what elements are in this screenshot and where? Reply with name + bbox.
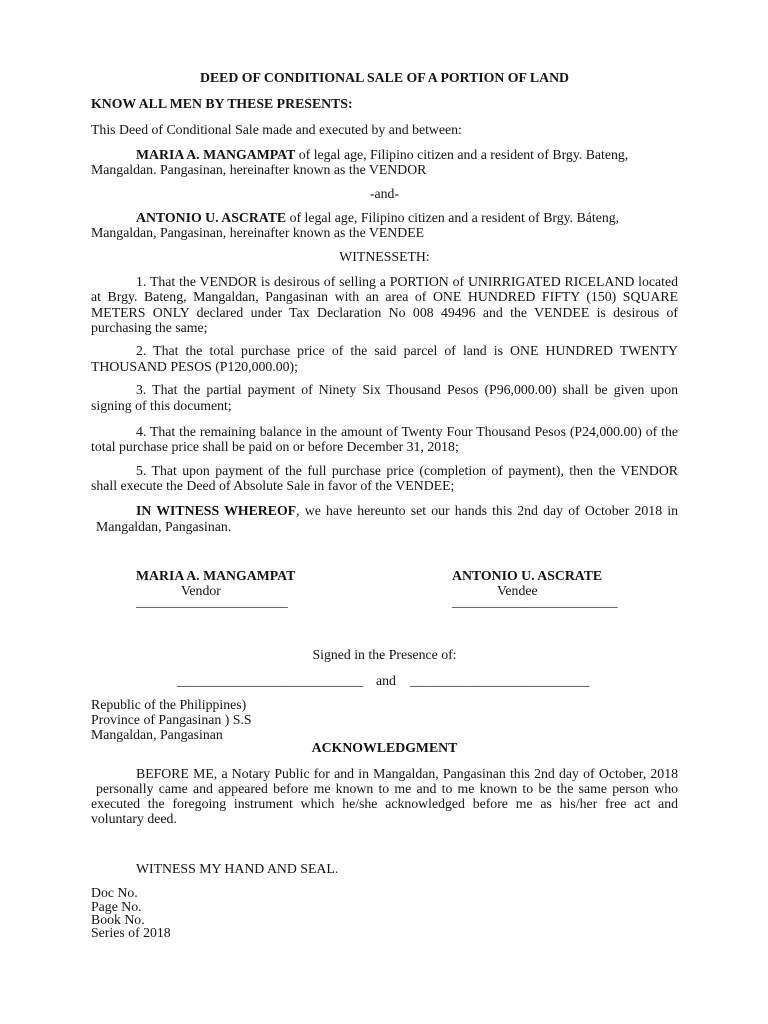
testimonium-line-1 xyxy=(136,503,678,519)
acknowledgment-line-3: executed the foregoing instrument which he/she acknowledged before me as his/her free act and xyxy=(91,796,678,811)
clause-1-line-2: at Brgy. Bateng, Mangaldan, Pangasinan with an area of ONE HUNDRED FIFTY (150) SQUARE xyxy=(91,289,678,304)
testimonium-text: , we have hereunto set our hands this 2nd day of October 2018 in xyxy=(296,503,679,518)
presence-label: Signed in the Presence of: xyxy=(312,647,457,662)
venue-municipality: Mangaldan, Pangasinan xyxy=(91,727,223,742)
vendor-signature-name: MARIA A. MANGAMPAT xyxy=(136,568,296,583)
clause-3-line-1: 3. That the partial payment of Ninety Six Thousand Pesos (P96,000.00) shall be given upon xyxy=(136,382,678,397)
testimonium-lead: IN WITNESS WHEREOF xyxy=(136,503,297,518)
clause-5-line-1: 5. That upon payment of the full purchase price (completion of payment), then the VENDOR xyxy=(136,463,678,478)
vendee-signature-line: ________________________ xyxy=(452,594,618,609)
venue-province: Province of Pangasinan ) S.S xyxy=(91,712,252,727)
clause-2-line-1: 2. That the total purchase price of the said parcel of land is ONE HUNDRED TWENTY xyxy=(136,343,678,358)
vendor-paragraph-line-1 xyxy=(136,147,678,163)
register-book-no: Book No. xyxy=(91,912,145,927)
clause-4-line-1: 4. That the remaining balance in the amount of Twenty Four Thousand Pesos (P24,000.00) of the xyxy=(136,424,678,439)
vendee-description: of legal age, Filipino citizen and a resident of Brgy. Báteng, xyxy=(289,210,620,225)
witnesseth-heading: WITNESSETH: xyxy=(339,249,430,264)
acknowledgment-heading: ACKNOWLEDGMENT xyxy=(311,740,458,755)
vendee-signature-role: Vendee xyxy=(497,583,538,598)
witness-joiner: and xyxy=(376,673,396,688)
document-title: DEED OF CONDITIONAL SALE OF A PORTION OF LAND xyxy=(199,70,569,85)
witness-signature-line-1: ___________________________ xyxy=(177,673,364,688)
clause-4-line-2: total purchase price shall be paid on or before December 31, 2018; xyxy=(91,439,459,454)
vendee-paragraph-line-1 xyxy=(136,210,678,226)
register-page-no: Page No. xyxy=(91,899,142,914)
vendor-paragraph-line-2: Mangaldan. Pangasinan, hereinafter known as the VENDOR xyxy=(91,162,427,177)
acknowledgment-line-1: BEFORE ME, a Notary Public for and in Mangaldan, Pangasinan this 2nd day of October, 2018 xyxy=(136,766,678,781)
clause-3-line-2: signing of this document; xyxy=(91,398,232,413)
testimonium-line-2: Mangaldan, Pangasinan. xyxy=(96,519,232,534)
party-separator: -and- xyxy=(369,186,400,201)
vendee-signature-name: ANTONIO U. ASCRATE xyxy=(452,568,603,583)
venue-country: Republic of the Philippines) xyxy=(91,697,247,712)
acknowledgment-line-2: personally came and appeared before me known to me and to me known to be the same person who xyxy=(96,781,678,796)
preamble-heading: KNOW ALL MEN BY THESE PRESENTS: xyxy=(91,96,353,111)
vendor-name: MARIA A. MANGAMPAT xyxy=(136,147,296,162)
vendor-description: of legal age, Filipino citizen and a resident of Brgy. Bateng, xyxy=(298,147,629,162)
vendee-name: ANTONIO U. ASCRATE xyxy=(136,210,287,225)
register-doc-no: Doc No. xyxy=(91,885,138,900)
witness-signature-line-2: __________________________ xyxy=(410,673,590,688)
register-series: Series of 2018 xyxy=(91,925,171,940)
clause-1-line-4: purchasing the same; xyxy=(91,320,208,335)
attestation-line: WITNESS MY HAND AND SEAL. xyxy=(136,861,339,876)
vendor-signature-line: ______________________ xyxy=(136,594,288,609)
clause-1-line-1: 1. That the VENDOR is desirous of selling a PORTION of UNIRRIGATED RICELAND located xyxy=(136,274,678,289)
clause-5-line-2: shall execute the Deed of Absolute Sale in favor of the VENDEE; xyxy=(91,478,455,493)
intro-line: This Deed of Conditional Sale made and executed by and between: xyxy=(91,122,462,137)
clause-2-line-2: THOUSAND PESOS (P120,000.00); xyxy=(91,359,298,374)
clause-1-line-3: METERS ONLY declared under Tax Declaration No 008 49496 and the VENDEE is desirous of xyxy=(91,305,678,320)
acknowledgment-line-4: voluntary deed. xyxy=(91,811,177,826)
vendee-paragraph-line-2: Mangaldan, Pangasinan, hereinafter known as the VENDEE xyxy=(91,225,425,240)
vendor-signature-role: Vendor xyxy=(181,583,221,598)
